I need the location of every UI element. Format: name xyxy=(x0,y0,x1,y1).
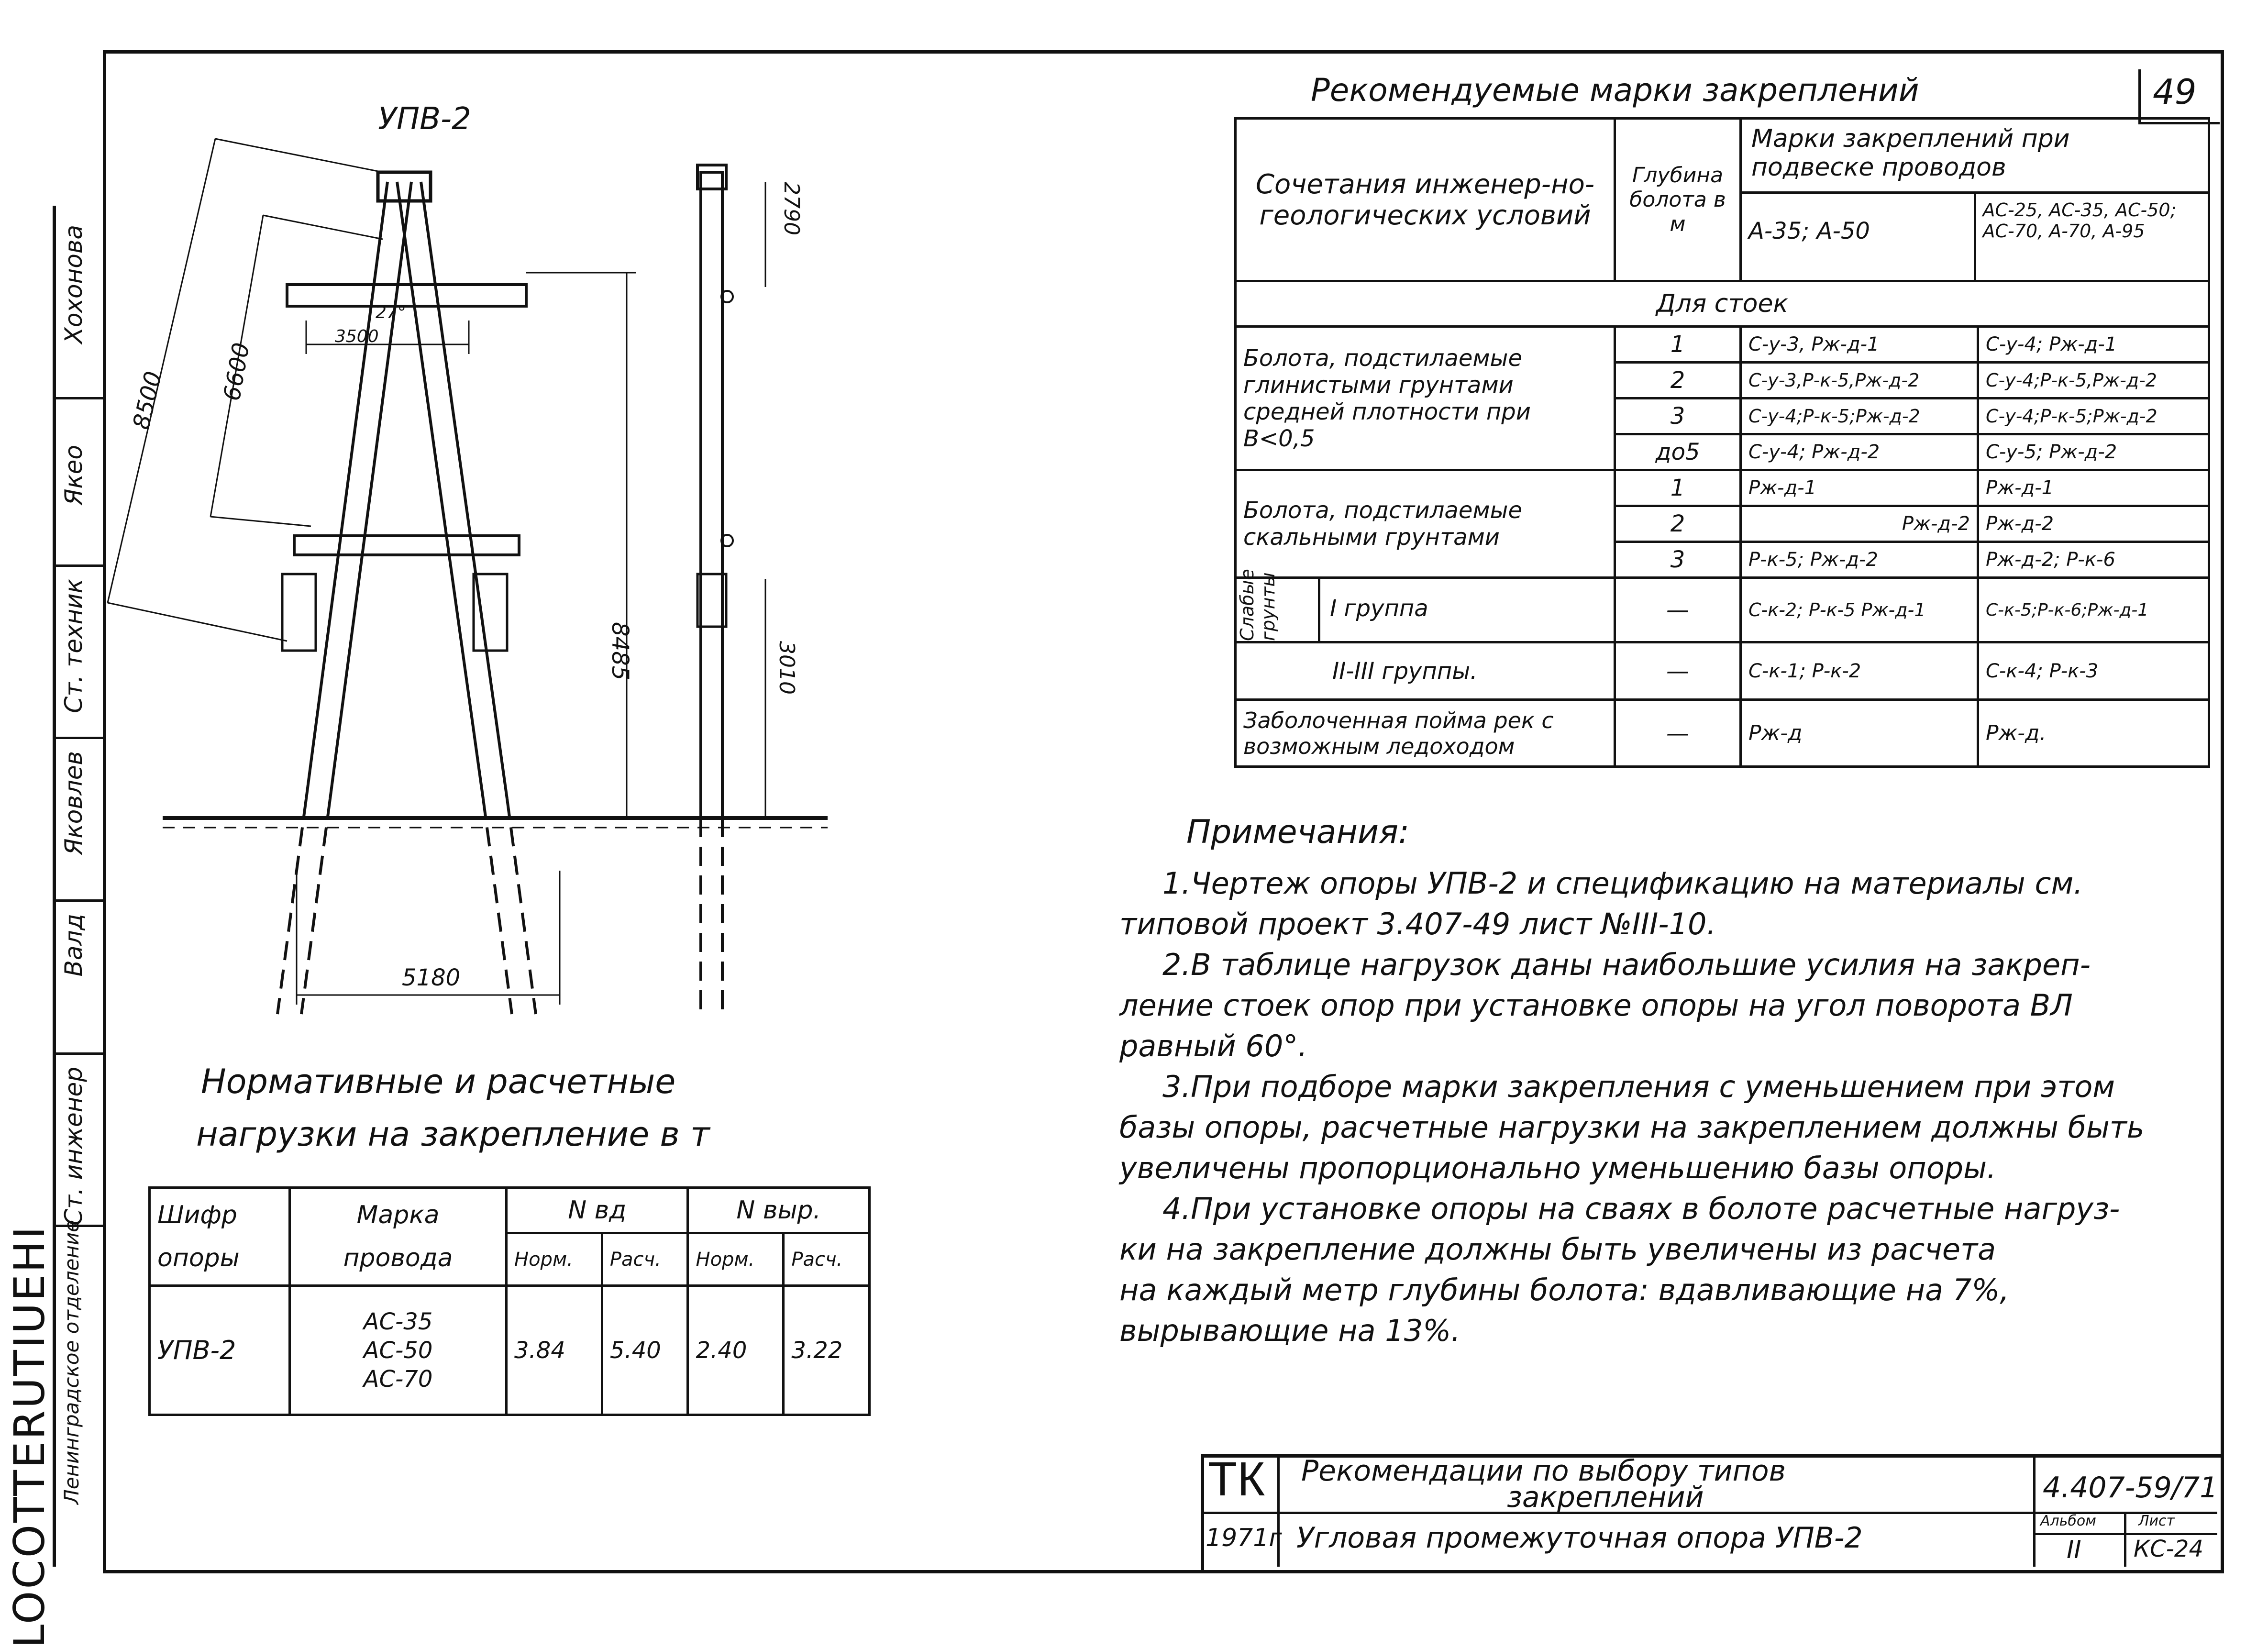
head-depth: Глубина болота в м xyxy=(1615,119,1741,281)
g1-depth-1: 1 xyxy=(1615,327,1741,363)
head-b: АС-25, АС-35, АС-50; АС-70, А-70, А-95 xyxy=(1982,199,2177,242)
g2-a-1: Рж-д-1 xyxy=(1741,470,1978,506)
g4-depth: — xyxy=(1615,700,1741,767)
g4-b: Рж-д. xyxy=(1978,700,2209,767)
head-calc1: Расч. xyxy=(602,1233,688,1286)
note-line: 3.При подборе марки закрепления с уменьшением при этом xyxy=(1162,1069,2115,1104)
table-row xyxy=(1236,642,2209,700)
stamp-subtitle: Угловая промежуточная опора УПВ-2 xyxy=(1296,1521,1863,1555)
stamp-sheet-value: КС-24 xyxy=(2134,1536,2203,1562)
head-nvyr: N выр. xyxy=(688,1188,870,1233)
side-big-label: LOCOTTERUTIUEHI xyxy=(5,1225,54,1648)
side-col-label: Ленинградское отделение xyxy=(60,1220,83,1504)
cell-code: УПВ-2 xyxy=(150,1286,290,1415)
cell-wires: АС-35 АС-50 АС-70 xyxy=(290,1286,507,1415)
g3-a-1: С-к-2; Р-к-5 Рж-д-1 xyxy=(1741,578,1978,642)
signature-3: Ст. техник xyxy=(60,579,88,713)
group3-cell-1 xyxy=(1236,569,1615,642)
cell-calc2: 3.22 xyxy=(784,1286,870,1415)
g1-depth-3: 3 xyxy=(1615,398,1741,434)
g2-b-2: Рж-д-2 xyxy=(1978,506,2209,542)
page-number: 49 xyxy=(2153,72,2197,112)
table-row xyxy=(1236,700,2209,767)
note-line: типовой проект 3.407-49 лист №III-10. xyxy=(1119,907,1716,941)
table-row xyxy=(1236,119,2209,281)
table-row xyxy=(1236,578,2209,642)
g2-b-3: Рж-д-2; Р-к-6 xyxy=(1978,542,2209,578)
stamp-year: 1971г xyxy=(1206,1524,1282,1552)
g1-b-3: С-у-4;Р-к-5;Рж-д-2 xyxy=(1978,398,2209,434)
signature-6: Ст. инженер xyxy=(60,1067,88,1226)
dim-6600: 6600 xyxy=(218,341,255,403)
dim-3010: 3010 xyxy=(774,641,799,695)
note-line: вырывающие на 13%. xyxy=(1119,1313,1460,1348)
g1-depth-2: 2 xyxy=(1615,363,1741,398)
group3-label: Слабые грунты xyxy=(1237,579,1320,641)
g1-depth-4: до5 xyxy=(1615,434,1741,470)
cell-calc1: 5.40 xyxy=(602,1286,688,1415)
dim-8485: 8485 xyxy=(607,622,633,681)
group1-label: Болота, подстилаемые глинистыми грунтами средней плотности при В<0,5 xyxy=(1236,327,1615,470)
dim-2790: 2790 xyxy=(779,182,804,235)
drawing-title: УПВ-2 xyxy=(378,101,471,137)
g3-a-2: С-к-1; Р-к-2 xyxy=(1741,642,1978,700)
loads-table xyxy=(148,1186,871,1416)
dim-3500: 3500 xyxy=(335,327,379,346)
group4-label: Заболоченная пойма рек с возможным ледоходом xyxy=(1236,700,1615,767)
g1-a-4: С-у-4; Рж-д-2 xyxy=(1741,434,1978,470)
strip-divider xyxy=(53,564,103,567)
head-norm1: Норм. xyxy=(507,1233,602,1286)
g1-b-1: С-у-4; Рж-д-1 xyxy=(1978,327,2209,363)
table-row xyxy=(150,1188,870,1233)
stamp-code: 4.407-59/71 xyxy=(2043,1471,2218,1504)
g3-b-2: С-к-4; Р-к-3 xyxy=(1978,642,2209,700)
g3-b-1: С-к-5;Р-к-6;Рж-д-1 xyxy=(1978,578,2209,642)
note-line: 4.При установке опоры на сваях в болоте расчетные нагруз- xyxy=(1162,1191,2120,1226)
g2-a-3: Р-к-5; Рж-д-2 xyxy=(1741,542,1978,578)
stamp-vline xyxy=(2124,1512,2126,1567)
table-row xyxy=(1236,327,2209,363)
g2-a-2: Рж-д-2 xyxy=(1741,506,1978,542)
table-row xyxy=(1236,281,2209,327)
g1-b-2: С-у-4;Р-к-5,Рж-д-2 xyxy=(1978,363,2209,398)
loads-title-line1: Нормативные и расчетные xyxy=(201,1062,676,1101)
table-row xyxy=(1236,470,2209,506)
head-norm2: Норм. xyxy=(688,1233,784,1286)
stamp-title1: Рекомендации по выбору типов xyxy=(1301,1454,1786,1488)
stamp-hline-small xyxy=(2033,1533,2217,1535)
signature-1: Хохонова xyxy=(60,225,88,344)
stamp-album-label: Альбом xyxy=(2040,1513,2096,1529)
note-line: базы опоры, расчетные нагрузки на закреплением должны быть xyxy=(1119,1110,2145,1145)
head-a: А-35; А-50 xyxy=(1742,194,1976,280)
signature-5: Валд xyxy=(60,914,88,977)
g3-depth-2: — xyxy=(1615,642,1741,700)
cell-norm1: 3.84 xyxy=(507,1286,602,1415)
g1-a-3: С-у-4;Р-к-5;Рж-д-2 xyxy=(1741,398,1978,434)
strip-divider xyxy=(53,737,103,739)
stamp-title2: закреплений xyxy=(1507,1481,1704,1514)
note-line: увеличены пропорционально уменьшению базы опоры. xyxy=(1119,1150,1996,1185)
group2-label: Болота, подстилаемые скальными грунтами xyxy=(1236,470,1615,578)
stamp-vline xyxy=(2033,1454,2036,1567)
head-wire: Марка провода xyxy=(290,1188,507,1286)
loads-title-line2: нагрузки на закрепление в т xyxy=(196,1115,710,1154)
section-label: Для стоек xyxy=(1236,281,2209,327)
g1-a-2: С-у-3,Р-к-5,Рж-д-2 xyxy=(1741,363,1978,398)
note-line: равный 60°. xyxy=(1119,1029,1307,1063)
strip-divider xyxy=(53,1052,103,1055)
head-marks-cell xyxy=(1741,119,2209,281)
signature-2: Якео xyxy=(60,445,88,506)
stamp-tk: ТК xyxy=(1208,1452,1265,1506)
g2-b-1: Рж-д-1 xyxy=(1978,470,2209,506)
tower-drawing xyxy=(105,96,852,1029)
g4-a: Рж-д xyxy=(1741,700,1978,767)
g3-depth-1: — xyxy=(1615,578,1741,642)
g1-a-1: С-у-3, Рж-д-1 xyxy=(1741,327,1978,363)
g2-depth-3: 3 xyxy=(1615,542,1741,578)
note-line: на каждый метр глубины болота: вдавливающие на 7%, xyxy=(1119,1272,2009,1307)
dim-27: 27° xyxy=(376,303,406,322)
stamp-album-value: II xyxy=(2067,1536,2081,1564)
g3-label-1: I группа xyxy=(1330,595,1428,622)
dim-5180: 5180 xyxy=(402,964,461,991)
dim-8500: 8500 xyxy=(128,369,167,432)
signature-4: Яковлев xyxy=(60,751,88,855)
strip-divider xyxy=(53,899,103,902)
table-row xyxy=(150,1286,870,1415)
note-line: ки на закрепление должны быть увеличены из расчета xyxy=(1119,1232,1996,1267)
cell-norm2: 2.40 xyxy=(688,1286,784,1415)
head-conditions: Сочетания инженер-но-геологических условий xyxy=(1236,119,1615,281)
note-line: 2.В таблице нагрузок даны наибольшие усилия на закреп- xyxy=(1162,947,2091,982)
head-nvd: N вд xyxy=(507,1188,688,1233)
g1-b-4: С-у-5; Рж-д-2 xyxy=(1978,434,2209,470)
note-line: 1.Чертеж опоры УПВ-2 и спецификацию на материалы см. xyxy=(1162,866,2083,901)
strip-divider xyxy=(53,397,103,399)
g3-label-2: II-III группы. xyxy=(1236,642,1615,700)
head-calc2: Расч. xyxy=(784,1233,870,1286)
strip-divider xyxy=(53,1225,103,1227)
g2-depth-1: 1 xyxy=(1615,470,1741,506)
head-code: Шифр опоры xyxy=(150,1188,290,1286)
g2-depth-2: 2 xyxy=(1615,506,1741,542)
notes-title: Примечания: xyxy=(1186,813,1409,851)
head-marks: Марки закреплений при подвеске проводов xyxy=(1742,120,2208,194)
rec-title: Рекомендуемые марки закреплений xyxy=(1311,72,1919,109)
stamp-sheet-label: Лист xyxy=(2138,1513,2175,1529)
note-line: ление стоек опор при установке опоры на угол поворота ВЛ xyxy=(1119,988,2073,1023)
rec-table xyxy=(1234,117,2210,768)
